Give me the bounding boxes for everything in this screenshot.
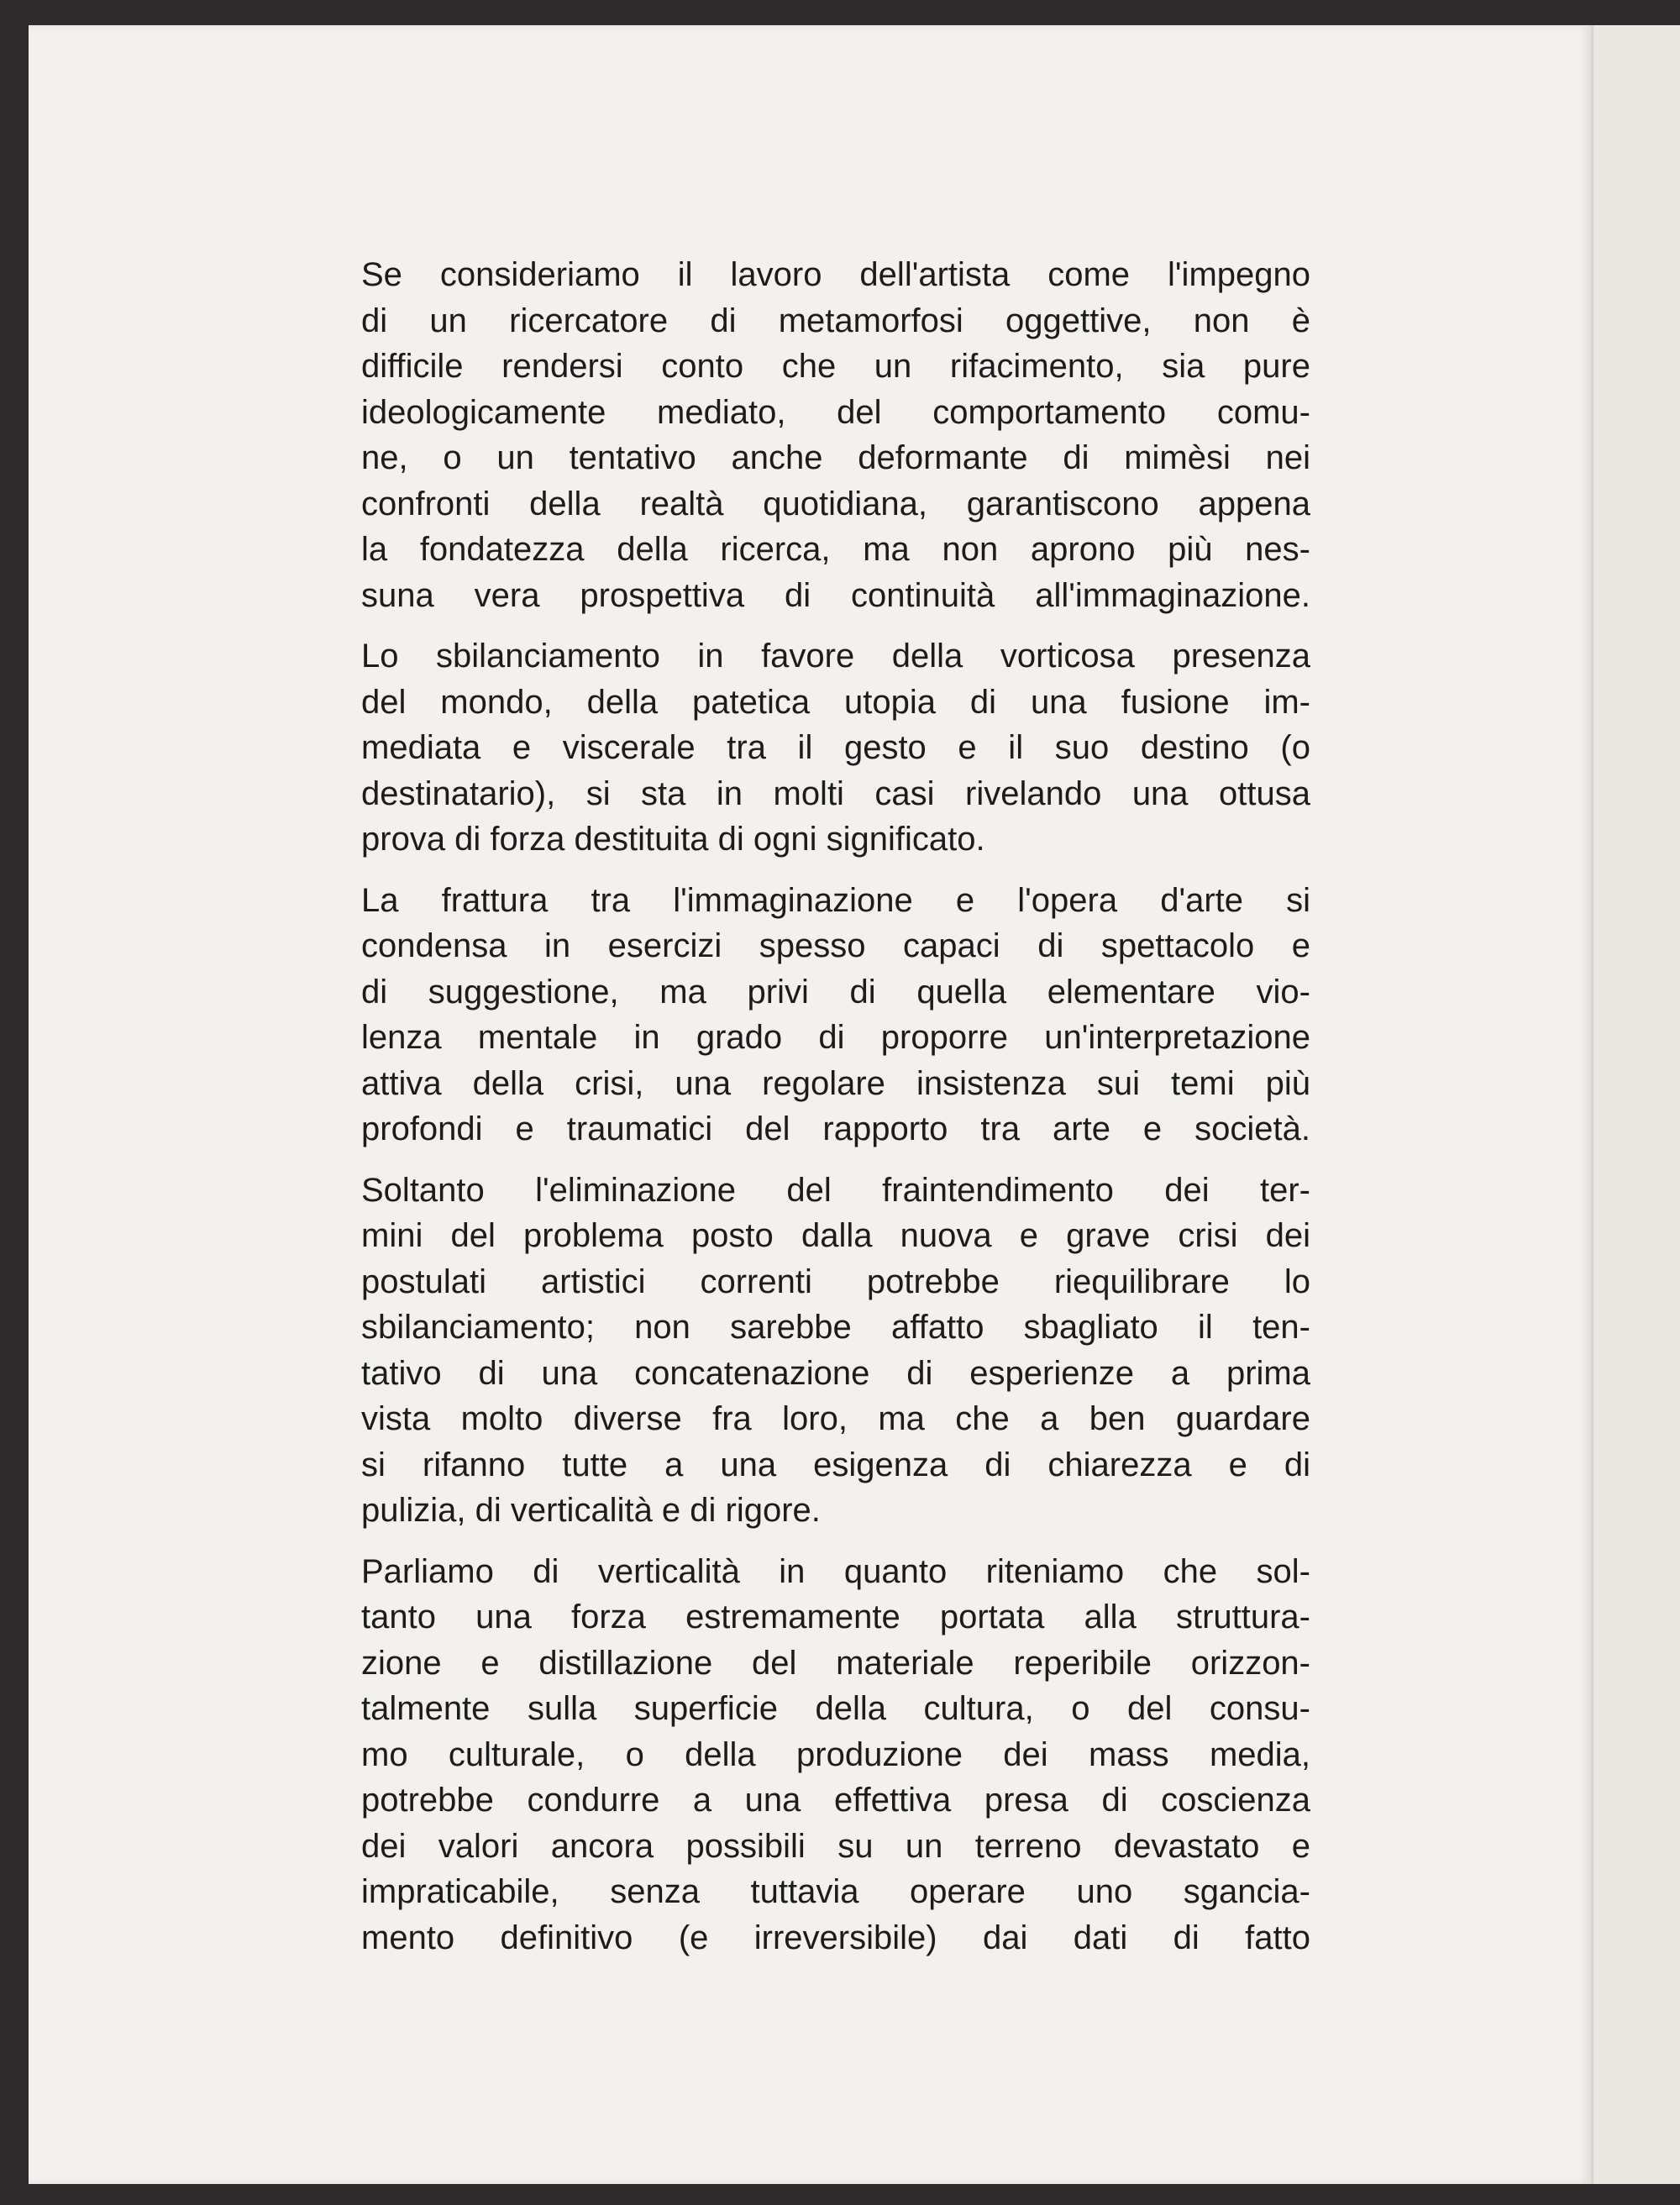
text-line: la fondatezza della ricerca, ma non aprono più nes- — [361, 531, 1310, 568]
text-line: suna vera prospettiva di continuità all'immaginazione. — [361, 576, 1310, 614]
text-line: del mondo, della patetica utopia di una fusione im- — [361, 683, 1310, 721]
text-line: pulizia, di verticalità e di rigore. — [361, 1492, 821, 1529]
paragraph-5 — [361, 1549, 1310, 1961]
text-line: talmente sulla superficie della cultura, o del consu- — [361, 1690, 1310, 1727]
text-line: zione e distillazione del materiale reperibile orizzon- — [361, 1644, 1310, 1682]
text-line: La frattura tra l'immaginazione e l'opera d'arte si — [361, 881, 1310, 919]
text-line: sbilanciamento; non sarebbe affatto sbagliato il ten- — [361, 1309, 1310, 1346]
text-line: condensa in esercizi spesso capaci di spettacolo e — [361, 927, 1310, 964]
body-text — [361, 252, 1310, 1976]
text-line: ideologicamente mediato, del comportamento comu- — [361, 393, 1310, 431]
text-line: Parliamo di verticalità in quanto riteniamo che sol- — [361, 1552, 1310, 1590]
text-line: Soltanto l'eliminazione del fraintendimento dei ter- — [361, 1171, 1310, 1209]
facing-page-edge — [1591, 25, 1680, 2184]
text-line: difficile rendersi conto che un rifacimento, sia pure — [361, 348, 1310, 385]
text-line: prova di forza destituita di ogni significato. — [361, 821, 985, 858]
paragraph-1 — [361, 252, 1310, 618]
text-line: impraticabile, senza tuttavia operare uno sgancia- — [361, 1873, 1310, 1910]
paragraph-4 — [361, 1168, 1310, 1534]
text-line: mediata e viscerale tra il gesto e il suo destino (o — [361, 729, 1310, 766]
text-line: Se consideriamo il lavoro dell'artista come l'impegno — [361, 256, 1310, 293]
text-line: profondi e traumatici del rapporto tra arte e società. — [361, 1110, 1310, 1147]
paragraph-3 — [361, 878, 1310, 1152]
text-line: mini del problema posto dalla nuova e grave crisi dei — [361, 1217, 1310, 1254]
text-line: ne, o un tentativo anche deformante di mimèsi nei — [361, 439, 1310, 476]
text-line: destinatario), si sta in molti casi rivelando una ottusa — [361, 774, 1310, 812]
text-line: lenza mentale in grado di proporre un'interpretazione — [361, 1019, 1310, 1056]
text-line: mento definitivo (e irreversibile) dai dati di fatto — [361, 1919, 1310, 1956]
text-line: vista molto diverse fra loro, ma che a ben guardare — [361, 1400, 1310, 1437]
text-line: mo culturale, o della produzione dei mass media, — [361, 1735, 1310, 1773]
text-line: confronti della realtà quotidiana, garantiscono appena — [361, 485, 1310, 522]
text-line: di un ricercatore di metamorfosi oggettive, non è — [361, 302, 1310, 339]
text-line: postulati artistici correnti potrebbe riequilibrare lo — [361, 1263, 1310, 1300]
text-line: tativo di una concatenazione di esperienze a prima — [361, 1354, 1310, 1392]
text-line: tanto una forza estremamente portata alla struttura- — [361, 1599, 1310, 1635]
text-line: attiva della crisi, una regolare insistenza sui temi più — [361, 1064, 1310, 1102]
text-line: si rifanno tutte a una esigenza di chiarezza e di — [361, 1446, 1310, 1483]
paragraph-2 — [361, 633, 1310, 863]
text-line: Lo sbilanciamento in favore della vorticosa presenza — [361, 638, 1310, 675]
text-line: potrebbe condurre a una effettiva presa di coscienza — [361, 1782, 1310, 1819]
text-line: dei valori ancora possibili su un terreno devastato e — [361, 1827, 1310, 1865]
text-line: di suggestione, ma privi di quella elementare vio- — [361, 973, 1310, 1011]
